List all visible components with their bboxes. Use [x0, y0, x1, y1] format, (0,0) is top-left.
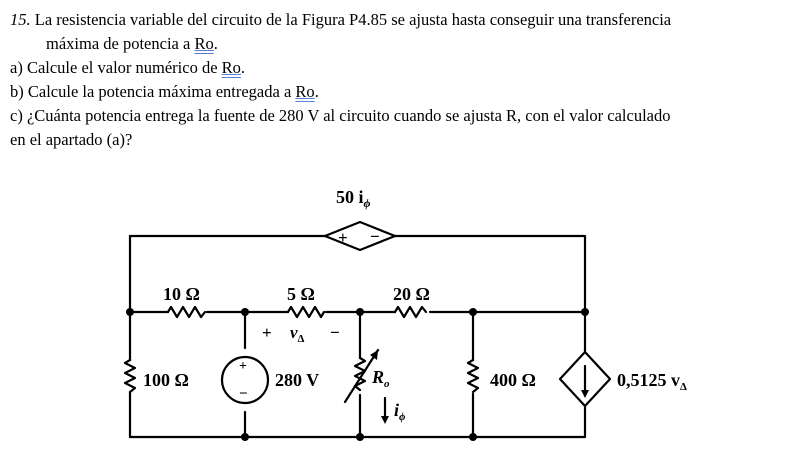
- part-a: a) Calcule el valor numérico de Ro.: [10, 58, 246, 77]
- resistor-100: [125, 360, 135, 392]
- node: [356, 308, 364, 316]
- ro-ref: Ro: [221, 58, 241, 77]
- resistor-5: [288, 307, 324, 317]
- node: [126, 308, 134, 316]
- label-ro: $R_o$: [372, 367, 390, 390]
- vdelta-plus: +: [262, 323, 272, 342]
- ro-arrowhead: [370, 350, 378, 360]
- node: [241, 308, 249, 316]
- label-r10: 10 Ω: [163, 284, 200, 304]
- node: [356, 433, 364, 441]
- node: [581, 308, 589, 316]
- node: [241, 433, 249, 441]
- label-iphi: $i_\phi$: [394, 400, 406, 423]
- node: [469, 308, 477, 316]
- node: [469, 433, 477, 441]
- part-b: b) Calcule la potencia máxima entregada a Ro.: [10, 82, 319, 101]
- part-c-line-2: en el apartado (a)?: [10, 130, 133, 149]
- dep-current-label: 0,5125 $v_\Delta$: [617, 370, 687, 393]
- problem-line-2: máxima de potencia a Ro.: [46, 34, 218, 53]
- vdelta-label: $v_\Delta$: [290, 323, 305, 345]
- problem-line-1: 15. La resistencia variable del circuito de la Figura P4.85 se ajusta hasta conseguir una transferencia: [10, 10, 672, 29]
- resistor-400: [468, 360, 478, 392]
- resistor-10: [168, 307, 205, 317]
- problem-number: 15.: [10, 10, 31, 29]
- dep-voltage-minus: −: [370, 227, 380, 246]
- source-plus: +: [239, 359, 247, 374]
- label-r20: 20 Ω: [393, 284, 430, 304]
- dependent-voltage-source: [325, 222, 395, 250]
- label-r100: 100 Ω: [143, 370, 189, 390]
- resistor-20: [395, 307, 426, 317]
- ro-ref: Ro: [194, 34, 214, 53]
- label-r5: 5 Ω: [287, 284, 315, 304]
- dep-voltage-label: 50 $i_\phi$: [336, 187, 371, 210]
- dep-current-arrowhead: [581, 390, 589, 398]
- ro-ref: Ro: [295, 82, 315, 101]
- label-r400: 400 Ω: [490, 370, 536, 390]
- vdelta-minus: −: [330, 323, 340, 342]
- source-minus: −: [239, 386, 248, 402]
- label-280v: 280 V: [275, 370, 320, 390]
- dep-voltage-plus: +: [338, 228, 348, 247]
- iphi-arrowhead: [381, 416, 389, 424]
- part-c-line-1: c) ¿Cuánta potencia entrega la fuente de 280 V al circuito cuando se ajusta R, con el valor calculado: [10, 106, 671, 125]
